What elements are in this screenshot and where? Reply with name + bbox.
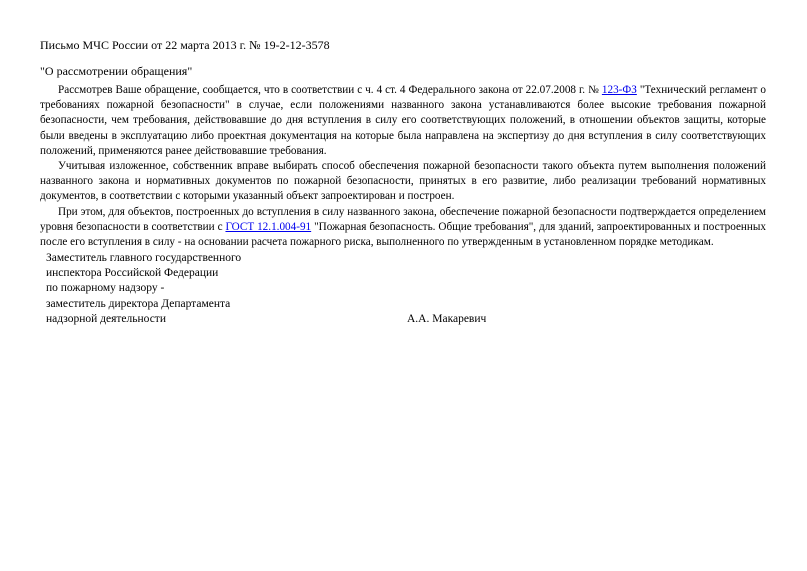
- paragraph-2: Учитывая изложенное, собственник вправе выбирать способ обеспечения пожарной безопасности такого объекта путем выполнения положений названного закона и нормативных документов по пожарной безопасности, принятых в его развитие, либо реализации требований нормативных документов, в соответствии с которыми указанный объект запроектирован и построен.: [40, 160, 766, 203]
- signature-block: [46, 251, 241, 327]
- paragraph-3-text-start: При этом, для объектов, построенных до вступления в силу названного закона, обеспечение пожарной безопасности подтверждается определением уровня безопасности в соответствии с: [40, 205, 766, 233]
- signatory-name: А.А. Макаревич: [407, 313, 487, 325]
- paragraph-1-text-start: Рассмотрев Ваше обращение, сообщается, что в соответствии с ч. 4 ст. 4 Федерального закона от 22.07.2008 г. №: [58, 84, 602, 96]
- gost-link[interactable]: ГОСТ 12.1.004-91: [225, 220, 312, 233]
- document-title: Письмо МЧС России от 22 марта 2013 г. № 19-2-12-3578: [40, 38, 330, 52]
- signature-line: надзорной деятельности: [46, 312, 166, 325]
- document-subject: "О рассмотрении обращения": [40, 64, 193, 78]
- document-body: [40, 83, 766, 250]
- signature-line: инспектора Российской Федерации: [46, 267, 219, 280]
- paragraph-3-text-end: "Пожарная безопасность. Общие требования", для зданий, запроектированных и построенных после его вступления в силу - на основании расчета пожарного риска, выполненного по утвержденным в установленном порядке методикам.: [40, 220, 766, 249]
- paragraph-3: [40, 205, 766, 251]
- signature-line: Заместитель главного государственного: [46, 252, 242, 264]
- paragraph-1-text-end: "Технический регламент о требованиях пожарной безопасности" в случае, если положениями названного закона устанавливаются более высокие требования пожарной безопасности, чем требования, действовавшие до дня вступления в силу его соответствующих положений, в отношении объектов защиты, которые были введены в эксплуатацию либо проектная документация на которые была направлена на экспертизу до дня вступления в силу соответствующих положений, применяются ранее действовавшие требования.: [40, 84, 767, 157]
- signature-line: заместитель директора Департамента: [46, 297, 231, 310]
- paragraph-1: [40, 83, 766, 159]
- signature-line: по пожарному надзору -: [46, 282, 165, 295]
- federal-law-123-link[interactable]: 123-ФЗ: [601, 84, 637, 96]
